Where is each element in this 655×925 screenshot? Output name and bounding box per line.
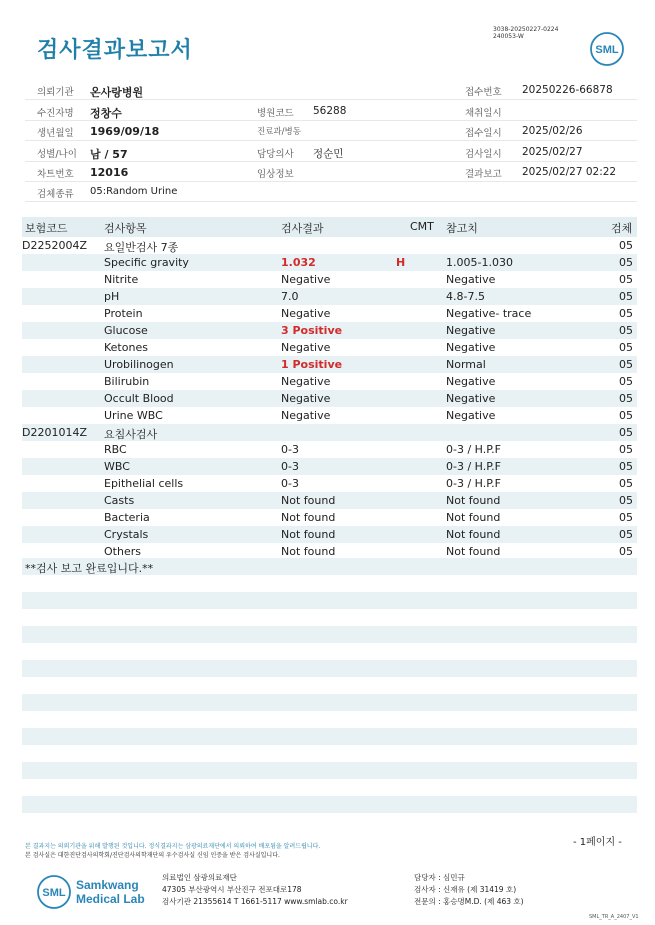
sex-age-value: 남 / 57 <box>90 148 128 161</box>
cell-result: Negative <box>281 273 331 286</box>
cell-item: 요일반검사 7종 <box>104 241 179 254</box>
doctor-label: 담당의사 <box>257 149 294 160</box>
empty-row <box>22 796 637 813</box>
cell-code: D2201014Z <box>22 426 87 439</box>
table-row <box>22 339 637 356</box>
report-date-label: 결과보고 <box>465 169 502 180</box>
table-row <box>22 424 637 441</box>
header-row-patient <box>25 101 637 121</box>
org-line: 의료법인 삼광의료재단 <box>162 873 237 882</box>
clinical-label: 임상정보 <box>257 169 294 180</box>
completion-note: **검사 보고 완료입니다.** <box>25 562 154 575</box>
table-row <box>22 288 637 305</box>
receipt-no-label: 접수번호 <box>465 87 502 98</box>
samkwang-logo-line2: Medical Lab <box>76 892 145 906</box>
cell-specimen: 05 <box>619 307 633 320</box>
cell-item: Urine WBC <box>104 409 163 422</box>
org-line: 47305 부산광역시 부산진구 전포대로178 <box>162 885 302 894</box>
cell-reference: Negative <box>446 375 496 388</box>
cell-reference: Not found <box>446 528 501 541</box>
table-row <box>22 441 637 458</box>
table-row <box>22 390 637 407</box>
page-number: - 1페이지 - <box>573 837 622 848</box>
report-title: 검사결과보고서 <box>37 38 193 63</box>
cell-item: Specific gravity <box>104 256 189 269</box>
cell-reference: Not found <box>446 545 501 558</box>
cell-result: Negative <box>281 341 331 354</box>
cell-result: Negative <box>281 375 331 388</box>
cell-reference: Negative <box>446 324 496 337</box>
cell-specimen: 05 <box>619 392 633 405</box>
sex-age-label: 성별/나이 <box>37 149 77 160</box>
cell-reference: 1.005-1.030 <box>446 256 513 269</box>
header-row-specimen <box>25 182 637 202</box>
cell-specimen: 05 <box>619 375 633 388</box>
empty-row <box>22 694 637 711</box>
samkwang-logo-line1: Samkwang <box>76 878 139 892</box>
cell-specimen: 05 <box>619 341 633 354</box>
document-id <box>493 26 558 40</box>
requester-value: 온사랑병원 <box>90 86 144 99</box>
specimen-value: 05:Random Urine <box>90 186 178 197</box>
table-row <box>22 492 637 509</box>
empty-row <box>22 660 637 677</box>
cell-item: Glucose <box>104 324 148 337</box>
cell-specimen: 05 <box>619 256 633 269</box>
hospital-code-label: 병원코드 <box>257 108 294 119</box>
cell-specimen: 05 <box>619 273 633 286</box>
test-date-label: 검사일시 <box>465 149 502 160</box>
cell-reference: 0-3 / H.P.F <box>446 443 501 456</box>
cell-specimen: 05 <box>619 409 633 422</box>
cell-result: Negative <box>281 409 331 422</box>
cell-reference: Negative <box>446 392 496 405</box>
cell-specimen: 05 <box>619 494 633 507</box>
cell-result: 1.032 <box>281 256 316 269</box>
empty-row <box>22 728 637 745</box>
doctor-value: 정순민 <box>313 148 344 160</box>
cell-specimen: 05 <box>619 477 633 490</box>
cell-result: Not found <box>281 494 336 507</box>
patient-value: 정창수 <box>90 107 122 120</box>
samkwang-logo-mark: SML <box>42 887 66 899</box>
cell-item: Protein <box>104 307 143 320</box>
empty-row <box>22 592 637 609</box>
col-code-header: 보험코드 <box>25 222 68 235</box>
results-table-header <box>22 217 637 237</box>
hospital-code-value: 56288 <box>313 105 347 117</box>
requester-label: 의뢰기관 <box>37 87 74 98</box>
cell-reference: Normal <box>446 358 486 371</box>
cell-specimen: 05 <box>619 324 633 337</box>
col-ref-header: 참고치 <box>446 222 478 235</box>
cell-specimen: 05 <box>619 443 633 456</box>
chart-no-value: 12016 <box>90 166 129 179</box>
table-row <box>22 373 637 390</box>
table-row <box>22 526 637 543</box>
cell-specimen: 05 <box>619 460 633 473</box>
cell-reference: Not found <box>446 494 501 507</box>
cell-item: Ketones <box>104 341 148 354</box>
table-row <box>22 305 637 322</box>
cell-item: Bilirubin <box>104 375 150 388</box>
organization-info <box>162 872 348 908</box>
col-result-header: 검사결과 <box>281 222 324 235</box>
specimen-label: 검체종류 <box>37 189 74 200</box>
document-id-line: 3038-20250227-0224 <box>493 26 559 33</box>
dob-label: 생년월일 <box>37 128 74 139</box>
cell-code: D2252004Z <box>22 239 87 252</box>
collection-date-label: 채취일시 <box>465 108 502 119</box>
sml-logo-text: SML <box>595 44 619 56</box>
accreditation-note: 본 검사실은 대한진단검사의학회/진단검사의학재단의 우수검사실 신임 인증을 받은 검사실입니다. <box>25 852 280 859</box>
cell-specimen: 05 <box>619 358 633 371</box>
table-row <box>22 254 637 271</box>
cell-item: Nitrite <box>104 273 139 286</box>
staff-info <box>414 872 524 908</box>
dept-label: 진료과/병동 <box>257 127 301 137</box>
cell-result: Not found <box>281 545 336 558</box>
cell-reference: Negative <box>446 409 496 422</box>
cell-item: Bacteria <box>104 511 150 524</box>
samkwang-logo-icon <box>36 873 156 913</box>
header-row-chart-no <box>25 162 637 182</box>
test-date-value: 2025/02/27 <box>522 146 583 158</box>
receipt-date-value: 2025/02/26 <box>522 125 583 137</box>
table-row <box>22 237 637 254</box>
cell-specimen: 05 <box>619 511 633 524</box>
cell-item: RBC <box>104 443 127 456</box>
chart-no-label: 차트번호 <box>37 169 74 180</box>
form-code: SML_TR_A_2407_V1 <box>589 914 639 920</box>
cell-item: Epithelial cells <box>104 477 184 490</box>
header-row-requester <box>25 80 637 100</box>
cell-specimen: 05 <box>619 528 633 541</box>
receipt-no-value: 20250226-66878 <box>522 84 613 96</box>
cell-item: Crystals <box>104 528 149 541</box>
col-cmt-header: CMT <box>410 220 434 233</box>
table-row <box>22 271 637 288</box>
header-row-dob <box>25 121 637 141</box>
staff-line: 전문의 : 홍승명M.D. (제 463 호) <box>414 897 524 906</box>
cell-result: Negative <box>281 307 331 320</box>
cell-reference: 0-3 / H.P.F <box>446 477 501 490</box>
cell-result: Negative <box>281 392 331 405</box>
cell-specimen: 05 <box>619 290 633 303</box>
patient-label: 수진자명 <box>37 108 74 119</box>
cell-item: Occult Blood <box>104 392 174 405</box>
table-row <box>22 475 637 492</box>
table-row <box>22 458 637 475</box>
cell-reference: 0-3 / H.P.F <box>446 460 501 473</box>
cell-item: pH <box>104 290 120 303</box>
cell-specimen: 05 <box>619 545 633 558</box>
table-row <box>22 322 637 339</box>
cell-result: 3 Positive <box>281 324 343 337</box>
org-line: 검사기관 21355614 T 1661-5117 www.smlab.co.kr <box>162 897 348 906</box>
document-id-line: 240053-W <box>493 33 524 40</box>
cell-flag: H <box>396 256 406 269</box>
cell-item: Urobilinogen <box>104 358 174 371</box>
staff-line: 담당자 : 심민규 <box>414 873 465 882</box>
empty-row <box>22 626 637 643</box>
col-item-header: 검사항목 <box>104 222 147 235</box>
cell-item: 요침사검사 <box>104 428 158 441</box>
cell-result: 1 Positive <box>281 358 343 371</box>
disclaimer-note: 본 결과지는 의뢰기관을 위해 발행된 것입니다. 정식결과지는 삼광의료재단에서 의뢰하여 배포됨을 알려드립니다. <box>25 843 321 850</box>
completion-row <box>22 558 637 575</box>
table-row <box>22 509 637 526</box>
cell-result: Not found <box>281 511 336 524</box>
col-specimen-header: 검체 <box>611 222 633 235</box>
dob-value: 1969/09/18 <box>90 125 160 138</box>
cell-result: 0-3 <box>281 477 299 490</box>
cell-reference: Not found <box>446 511 501 524</box>
cell-reference: Negative <box>446 341 496 354</box>
cell-result: 0-3 <box>281 460 299 473</box>
cell-item: Others <box>104 545 141 558</box>
table-row <box>22 407 637 424</box>
cell-specimen: 05 <box>619 426 633 439</box>
cell-item: WBC <box>104 460 130 473</box>
cell-item: Casts <box>104 494 135 507</box>
staff-line: 검사자 : 신재유 (제 31419 호) <box>414 885 517 894</box>
sml-logo-icon <box>589 31 625 67</box>
cell-result: 7.0 <box>281 290 299 303</box>
cell-reference: Negative- trace <box>446 307 532 320</box>
receipt-date-label: 접수일시 <box>465 128 502 139</box>
cell-reference: Negative <box>446 273 496 286</box>
empty-row <box>22 762 637 779</box>
cell-specimen: 05 <box>619 239 633 252</box>
table-row <box>22 356 637 373</box>
cell-result: Not found <box>281 528 336 541</box>
report-date-value: 2025/02/27 02:22 <box>522 166 617 178</box>
cell-reference: 4.8-7.5 <box>446 290 485 303</box>
cell-result: 0-3 <box>281 443 299 456</box>
header-row-sex-age <box>25 142 637 162</box>
